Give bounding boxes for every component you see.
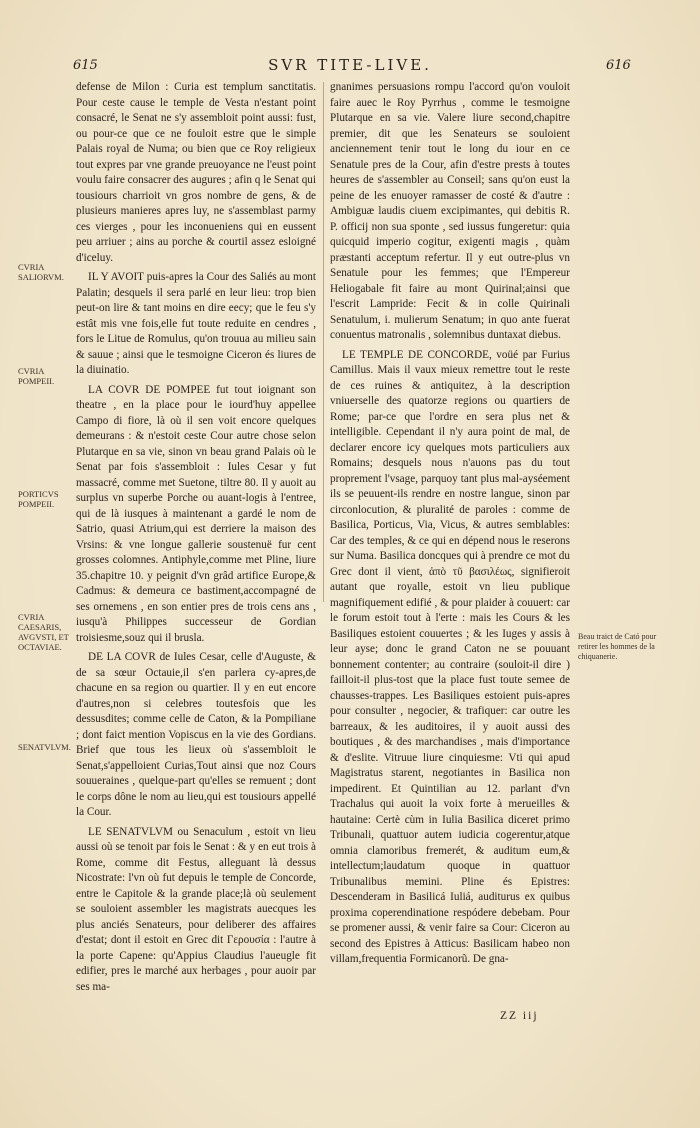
paragraph: LE SENATVLVM ou Senaculum , estoit vn lieu aussi où se tenoit par fois le Senat : & y en eut trois à Rome, comme dit Festus, alleguant là dessus Nicostrate: l'vn où fut depuis le temple de Concorde, entre le Capitole & la grande place;là où seulement se souloient assembler les magistrats auecques les plus anciés Senateurs, pour deliberer des affaires d'estat; dont il estoit en Grec dit Γερουσία : l'autre à la porte Capene: qu'Appius Claudius l'aueugle fit edifier, pres le marché aux herbages , pour auoir par ses ma- — [76, 825, 316, 993]
left-column — [76, 80, 316, 999]
page-number-left: 615 — [73, 58, 98, 73]
margin-note-curia-caesaris: CVRIA CAESARIS, AVGVSTI, ET OCTAVIAE. — [18, 612, 69, 652]
margin-note-curia-saliorum: CVRIA SALIORVM. — [18, 262, 64, 282]
page-number-right: 616 — [606, 58, 631, 73]
margin-note-cato: Beau traict de Cató pour retirer les hommes de la chiquanerie. — [578, 632, 657, 661]
paragraph: IL Y AVOIT puis-apres la Cour des Saliés au mont Palatin; desquels il sera parlé en leur lieu: trop bien peut-on lire & tant moins en dire eecy; que le feu s'y estât mis vne fois,elle fut toute reduite en cendres , fors le Litue de Romulus, qu'on trouua au milieu sain & sauue ; ainsi que le tesmoigne Ciceron és liures de la diuinatio. — [76, 271, 316, 376]
margin-note-curia-pompeii: CVRIA POMPEII. — [18, 366, 55, 386]
paragraph: DE LA COVR de Iules Cesar, celle d'Auguste, & de sa sœur Octauie,il s'en parlera cy-apres,de chacune en sa region ou quartier. Il y en eut encore d'autres,non si celebres toutesfois que les dessusdites; comme celle de Caton, & la Pompiliane ; dont faict mention Vopiscus en la vie des Gordians. Brief que tous les lieux où s'assembloit le Senat,s'appelloient Curias,Tout ainsi que noz Cours souueraines , quelque-part qu'elles se remuent ; dont le corps dône le nom au lieu,qui est tousiours appellé la Cour. — [76, 651, 316, 818]
paragraph: LA COVR DE POMPEE fut tout ioignant son theatre , en la place pour le iourd'huy appellee Campo di fiore, là où il sen voit encore quelques demeurans : & n'estoit ceste Cour autre chose selon Plutarque en sa vie, sinon vn beau grand Palais où le Senat par fois s'assembloit : Iules Cesar y fut massacré, comme met Suetone, tiltre 80. Il y auoit au surplus vn superbe Porche ou auant-logis à l'entree, qui de là iusques à maintenant a gardé le nom de Satrio, quasi Atrium,qui est derriere la maison des Vrsins: & vne longue gallerie soustenuë fur cent grosses colomnes. Antiphyle,comme met Pline, liure 35.chapitre 10. y peignit d'vn grâd artifice Europe,& Cadmus: & demeura ce bastiment,accompagné de ses ornemens , en son entier pres de trois cens ans , iusqu'à Philippes successeur de Gordian troisiesme,souz qui il brusla. — [76, 383, 316, 644]
running-head: SVR TITE-LIVE. — [268, 56, 432, 74]
right-column — [330, 80, 570, 972]
signature-mark: ZZ iij — [500, 1010, 539, 1022]
margin-note-porticus-pompeii: PORTICVS POMPEII. — [18, 489, 59, 509]
margin-note-senatulum: SENATVLVM. — [18, 742, 71, 752]
paragraph: defense de Milon : Curia est templum sanctitatis. Pour ceste cause le temple de Vesta n'estant point consacré, le Senat ne s'y assembloit point aussi: fust, ou pour-ce que ce ne fouloit estre que le simple Palais royal de Numa; ou bien que ce Roy religieux tout expres par vne grande preuoyance ne l'eust point voulu faire consacrer des augures ; afin q le Senat qui tousiours charrioit vn gros nombre de gens, & de plusieurs manieres apres luy, ne s'assemblast parmy ces vierges , pour les inconueniens qui en eussent peu arriuer ; ains au porche & courtil assez esloigné d'iceluy. — [76, 81, 316, 264]
paragraph: gnanimes persuasions rompu l'accord qu'on vouloit faire auec le Roy Pyrrhus , comme le tesmoigne Plutarque en sa vie. Valere liure second,chapitre premier, dit que les Senateurs se souloient anciennement tenir tout le long du iour en ce Senatule pres de la Cour, afin d'estre prests à toutes heures de s'assembler au Conseil; sans qu'on eust la peine de les enuoyer ramasser de costé & d'autre : Ambiguæ laudis ciuem excipimantes, qui debitis R. P. officij non sua sponte , sed iussus fungeretur: quia quicquid imperio cogitur, exigenti magis , quàm præstanti acceptum refertur. Il y eut outre-plus vn Senatule pour les femmes; que l'Empereur Heliogabale fit faire au mont Quirinal;ainsi que l'escrit Lampride: Fecit & in colle Quirinali Senatulum, i. mulierum Senatum; in quo ante fuerat conuentus matronalis , solemnibus duntaxat diebus. — [330, 81, 570, 341]
column-divider — [323, 82, 324, 602]
paragraph: LE TEMPLE DE CONCORDE, voüé par Furius Camillus. Mais il vaux mieux remettre tout le reste de ces ruines & antiquitez, à la description vniuerselle des quatorze regions ou quartiers de Rome; par-ce que l'ordre en sera plus net & intelligible. Cependant il n'y aura point de mal, de declarer encore icy quelques mots particuliers aux Romains; desquels nous n'auons pas du tout proprement l'vsage, parquoy tant plus mal-ayséement ils se peuuent-ils rendre en nostre langue, sinon par circonlocution, & pluralité de paroles : comme de Basilica, Porticus, Via, Vicus, & autres semblables: Car des temples, & ce qui en dépend nous le reserons sur Numa. Basilica doncques qui à prendre ce mot du Grec dont il vient, ἀπὸ τῦ βασιλέως, signifieroit autant que royalle, estoit vn lieu publique magnifiquement edifié , & pour plaider à couuert: car le forum estoit tout à l'erte : mais les Cours & les Basiliques estoient couuertes ; & les Iuges y assis à leur ayse; donc le grand Caton ne se pouuant bonnement contenter; au contraire (souloit-il dire ) failloit-il plus-tost que la place fust toute semee de chausses-trappes. Les Basiliques estoient puis-apres pour consulter , negocier, & trafiquer: car outre les barreaux, & les auditoires, il y auoit aussi des boutiques , & des marchandises , mais d'importance & d'eslite. Vitruue liure cinquiesme: Vti qui apud Magistratus starent, negotiantes in Basilica non impedirent. Et Quintilian au 12. parlant d'vn Trachalus qui auoit la voix forte à merueilles & hautaine: Certè cùm in Iulia Basilica diceret primo Tribunali, quattuor autem iudicia cogerentur,atque omnia clamoribus fremerét, & auditum eum,& intellectum;laudatum quoque in quattuor Tribunalibus memini. Pline és Epistres: Descenderam in Basilicá Iuliá, auditurus ex quibus proxima coperendinatione respódere debebam. Pour se promener aussi, & venir faire sa Cour: Ciceron au second des Epistres à Atticus: Basilicam habeo non villam,frequentia Formicanorũ. De gna- — [330, 348, 570, 965]
